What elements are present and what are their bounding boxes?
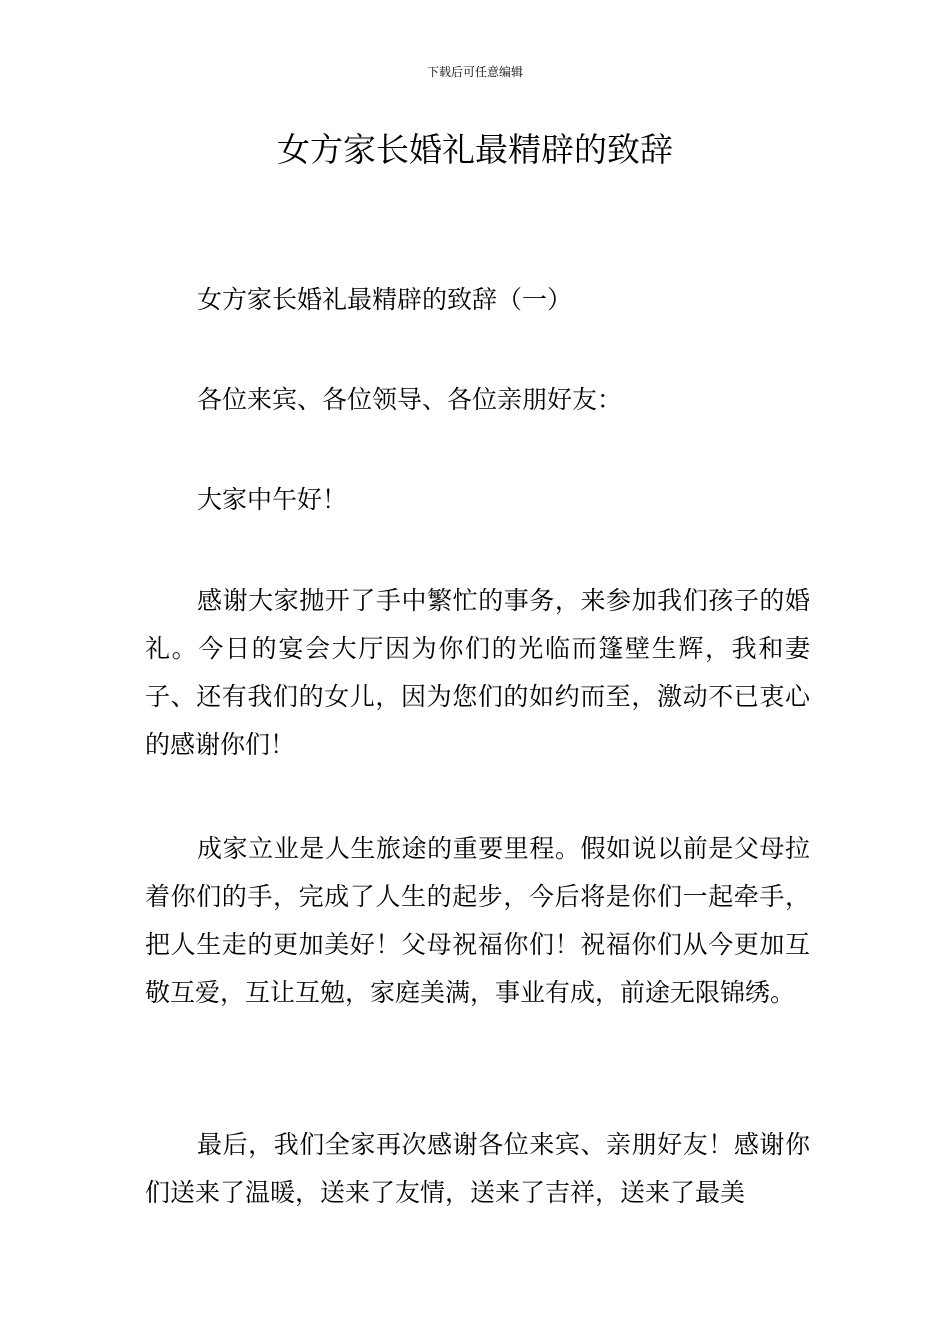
page-header-note: 下载后可任意编辑 (426, 65, 523, 79)
document-title: 女方家长婚礼最精辟的致辞 (277, 130, 673, 169)
paragraph-greeting: 大家中午好！ (197, 485, 348, 514)
paragraph-thanks: 感谢大家抛开了手中繁忙的事务，来参加我们孩子的婚礼。今日的宴会大厅因为你们的光临而篷壁生辉，我和妻子、还有我们的女儿，因为您们的如约而至，激动不已衷心的感谢你们！ (145, 586, 810, 759)
paragraph-subtitle: 女方家长婚礼最精辟的致辞（一） (197, 285, 573, 314)
paragraph-salutation: 各位来宾、各位领导、各位亲朋好友： (197, 385, 623, 414)
paragraph-blessing: 成家立业是人生旅途的重要里程。假如说以前是父母拉着你们的手，完成了人生的起步，今后将是你们一起牵手，把人生走的更加美好！父母祝福你们！祝福你们从今更加互敬互爱，互让互勉，家庭美满，事业有成，前途无限锦绣。 (145, 834, 810, 1007)
paragraph-closing: 最后，我们全家再次感谢各位来宾、亲朋好友！感谢你们送来了温暖，送来了友情，送来了吉祥，送来了最美 (145, 1130, 810, 1207)
